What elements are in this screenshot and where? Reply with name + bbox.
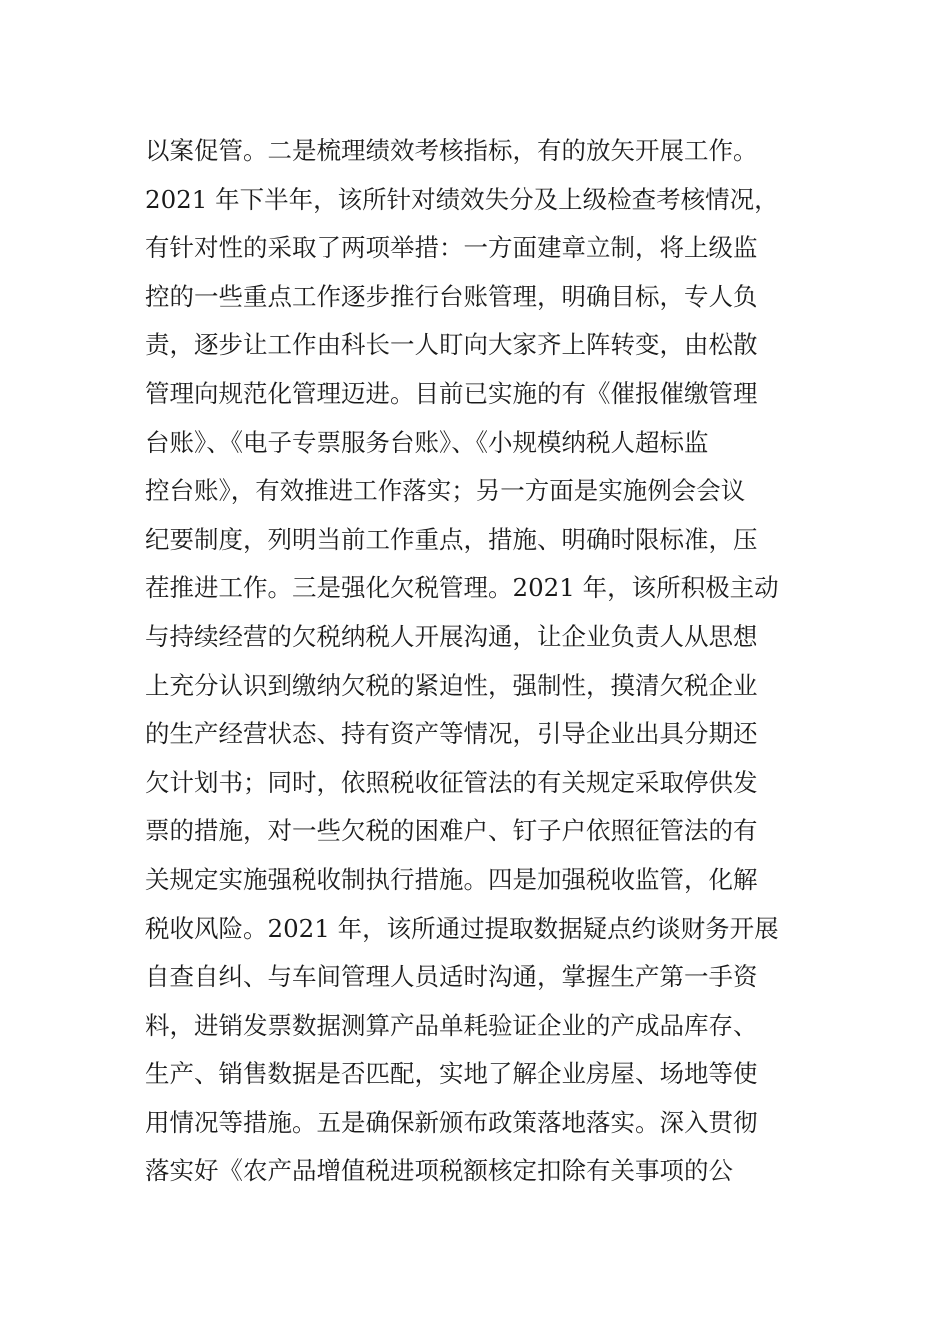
- text-line: 税收风险。2021 年，该所通过提取数据疑点约谈财务开展: [145, 913, 779, 943]
- text-line: 料，进销发票数据测算产品单耗验证企业的产成品库存、: [145, 1010, 758, 1040]
- text-line: 落实好《农产品增值税进项税额核定扣除有关事项的公: [145, 1156, 733, 1186]
- body-text: [145, 127, 815, 1196]
- text-line: 生产、销售数据是否匹配，实地了解企业房屋、场地等使: [145, 1059, 758, 1089]
- text-line: 2021 年下半年，该所针对绩效失分及上级检查考核情况，: [145, 184, 779, 214]
- text-line: 控的一些重点工作逐步推行台账管理，明确目标，专人负: [145, 281, 758, 311]
- text-line: 以案促管。二是梳理绩效考核指标，有的放矢开展工作。: [145, 136, 758, 165]
- text-line: 票的措施，对一些欠税的困难户、钉子户依照征管法的有: [145, 816, 758, 846]
- text-line: 用情况等措施。五是确保新颁布政策落地落实。深入贯彻: [145, 1107, 758, 1137]
- text-line: 责，逐步让工作由科长一人盯向大家齐上阵转变，由松散: [145, 330, 758, 360]
- text-line: 茬推进工作。三是强化欠税管理。2021 年，该所积极主动: [145, 573, 779, 603]
- text-line: 有针对性的采取了两项举措：一方面建章立制，将上级监: [145, 233, 758, 263]
- text-line: 控台账》，有效推进工作落实；另一方面是实施例会会议: [145, 476, 746, 506]
- text-line: 与持续经营的欠税纳税人开展沟通，让企业负责人从思想: [145, 621, 758, 651]
- text-line: 欠计划书；同时，依照税收征管法的有关规定采取停供发: [145, 767, 758, 797]
- text-line: 关规定实施强税收制执行措施。四是加强税收监管，化解: [145, 864, 758, 894]
- text-line: 的生产经营状态、持有资产等情况，引导企业出具分期还: [145, 719, 758, 749]
- text-line: 台账》、《电子专票服务台账》、《小规模纳税人超标监: [145, 427, 709, 457]
- text-line: 上充分认识到缴纳欠税的紧迫性，强制性，摸清欠税企业: [145, 670, 758, 700]
- text-line: 纪要制度，列明当前工作重点，措施、明确时限标准，压: [145, 524, 758, 554]
- text-line: 自查自纠、与车间管理人员适时沟通，掌握生产第一手资: [145, 962, 758, 992]
- text-line: 管理向规范化管理迈进。目前已实施的有《催报催缴管理: [145, 378, 758, 408]
